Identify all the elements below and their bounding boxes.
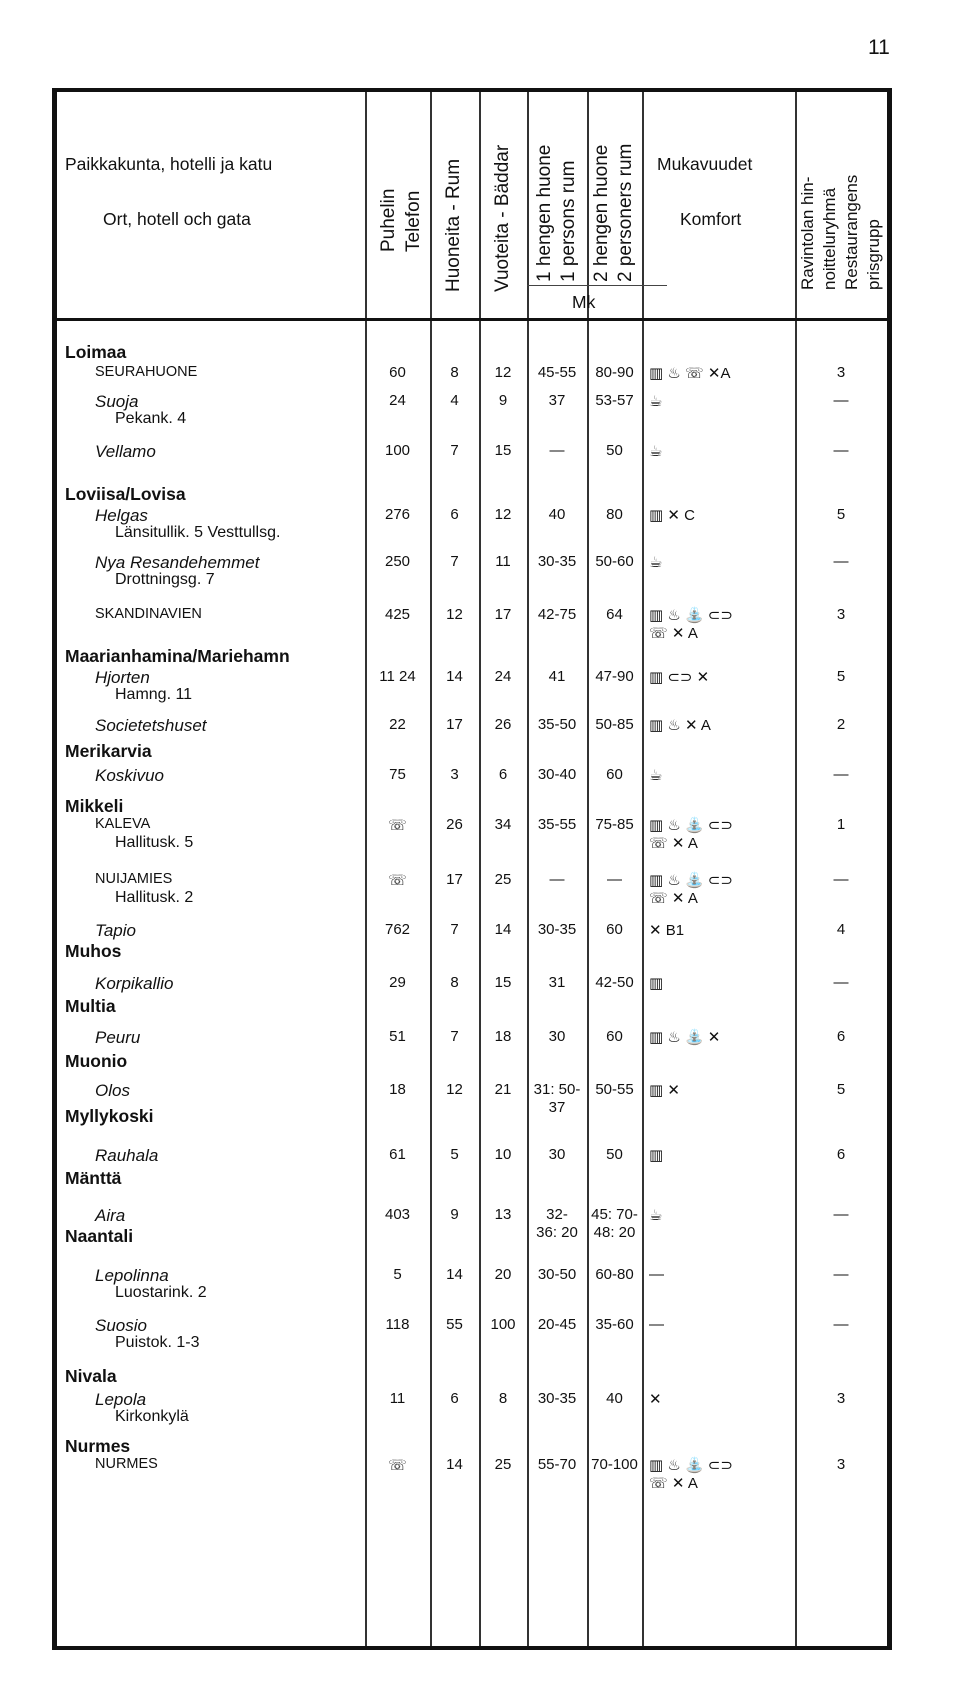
phone-cell: 762	[384, 921, 411, 938]
beds-cell: 20	[494, 1266, 512, 1283]
header-double-fi: 2 hengen huone	[591, 144, 612, 282]
restaurant-group: —	[833, 766, 849, 783]
beds-cell: 100	[490, 1316, 516, 1333]
restaurant-group: —	[833, 1266, 849, 1283]
hotel-name: Vellamo	[95, 442, 156, 461]
single-room-price: 30-35	[537, 553, 577, 570]
double-room-price: 70-100	[591, 1456, 638, 1473]
restaurant-group: 6	[836, 1028, 846, 1045]
beds-cell: 12	[494, 506, 512, 523]
hotel-street: Hallitusk. 5	[115, 834, 194, 851]
header-rest-3: Restaurangens	[842, 174, 861, 290]
hotel-name: Peuru	[95, 1028, 141, 1047]
beds-cell: 9	[498, 392, 508, 409]
comfort-icons: ✕ B1	[649, 922, 685, 939]
hotel-street: Puistok. 1-3	[115, 1334, 200, 1351]
beds-cell: 26	[494, 716, 512, 733]
comfort-icons: ☕	[649, 767, 663, 784]
phone-cell: ☏	[388, 817, 407, 834]
phone-cell: 75	[389, 766, 406, 783]
beds-cell: 21	[494, 1081, 512, 1098]
comfort-icons: ☕	[649, 1207, 663, 1224]
phone-cell: 403	[384, 1206, 411, 1223]
beds-cell: 10	[494, 1146, 512, 1163]
rooms-cell: 7	[450, 442, 459, 459]
restaurant-group: 1	[836, 816, 846, 833]
town-name: Mänttä	[65, 1168, 122, 1188]
restaurant-group: —	[833, 442, 849, 459]
phone-cell: 425	[384, 606, 411, 623]
rooms-cell: 12	[446, 1081, 463, 1098]
restaurant-group: 4	[836, 921, 846, 938]
rooms-cell: 6	[450, 506, 459, 523]
hotel-name: Rauhala	[95, 1146, 159, 1165]
rooms-cell: 7	[450, 921, 459, 938]
single-room-price: 30-40	[537, 766, 577, 783]
rooms-cell: 4	[450, 392, 459, 409]
comfort-icons-cont: ☏ ✕ A	[649, 835, 698, 852]
phone-cell: 11 24	[379, 668, 416, 685]
phone-cell: 118	[385, 1316, 410, 1333]
restaurant-group: 5	[836, 506, 846, 523]
hotel-name: NUIJAMIES	[95, 871, 173, 887]
restaurant-group: —	[833, 1206, 849, 1223]
hotel-street: Kirkonkylä	[115, 1408, 189, 1425]
hotel-name: Helgas	[95, 506, 148, 525]
single-room-price: 31: 50-	[533, 1081, 581, 1098]
single-room-price: 31	[548, 974, 566, 991]
phone-cell: 11	[389, 1390, 406, 1407]
comfort-icons: ▥ ♨ ⛲ ✕	[649, 1029, 721, 1046]
restaurant-group: 5	[836, 1081, 846, 1098]
hotel-street: Länsitullik. 5 Vesttullsg.	[115, 524, 281, 541]
single-room-price: 35-50	[537, 716, 577, 733]
town-name: Maarianhamina/Mariehamn	[65, 646, 290, 666]
hotel-name: Tapio	[95, 921, 136, 940]
phone-cell: 60	[389, 364, 406, 381]
double-room-price: 60-80	[595, 1266, 634, 1283]
restaurant-group: 3	[836, 606, 846, 623]
hotel-name: Suosio	[95, 1316, 147, 1335]
phone-cell: 22	[389, 716, 406, 733]
single-room-price: 30-35	[537, 1390, 577, 1407]
rooms-cell: 14	[446, 1456, 463, 1473]
hotel-street: Hamng. 11	[115, 686, 193, 703]
header-rest-2: noitteluryhmä	[820, 187, 839, 290]
beds-cell: 18	[494, 1028, 512, 1045]
hotel-street: Hallitusk. 2	[115, 889, 194, 906]
rooms-cell: 9	[450, 1206, 459, 1223]
comfort-icons: ▥ ♨ ☏ ✕A	[649, 365, 731, 382]
comfort-icons: ✕	[649, 1391, 662, 1408]
header-double-sv: 2 personers rum	[615, 143, 636, 282]
beds-cell: 11	[495, 553, 511, 570]
single-room-price: 40	[548, 506, 566, 523]
comfort-icons-cont: ☏ ✕ A	[649, 625, 698, 642]
header-comfort-sv: Komfort	[680, 209, 742, 229]
rooms-cell: 17	[446, 716, 463, 733]
town-name: Nivala	[65, 1366, 117, 1386]
beds-cell: 24	[494, 668, 512, 685]
single-room-price: 32-	[546, 1206, 568, 1223]
double-room-price: 47-90	[595, 668, 634, 685]
comfort-icons: ▥	[649, 975, 664, 992]
town-name: Loviisa/Lovisa	[65, 484, 186, 504]
phone-cell: 24	[389, 392, 406, 409]
hotel-name: Suoja	[95, 392, 139, 411]
phone-cell: 250	[384, 553, 411, 570]
beds-cell: 15	[494, 442, 512, 459]
double-room-price: 50-60	[595, 553, 634, 570]
double-room-price: 50-55	[595, 1081, 634, 1098]
comfort-icons: ▥ ⊂⊃ ✕	[649, 669, 710, 686]
rooms-cell: 3	[450, 766, 459, 783]
restaurant-group: 5	[836, 668, 846, 685]
double-room-price: 80-90	[595, 364, 634, 381]
header-rest-1: Ravintolan hin-	[798, 176, 817, 290]
rooms-cell: 8	[450, 364, 459, 381]
hotel-name: SEURAHUONE	[95, 364, 198, 380]
single-room-price: 37	[548, 392, 566, 409]
single-room-price: 45-55	[537, 364, 577, 381]
comfort-icons: ▥	[649, 1147, 664, 1164]
restaurant-group: —	[833, 553, 849, 570]
beds-cell: 8	[498, 1390, 508, 1407]
double-room-price: 40	[606, 1390, 623, 1407]
comfort-icons: ☕	[649, 443, 663, 460]
beds-cell: 14	[494, 921, 512, 938]
comfort-icons: ▥ ♨ ⛲ ⊂⊃	[649, 817, 733, 834]
double-room-price: 60	[606, 766, 623, 783]
header-place-sv: Ort, hotell och gata	[103, 209, 251, 229]
phone-cell: 18	[389, 1081, 406, 1098]
beds-cell: 25	[494, 1456, 512, 1473]
single-room-price: —	[549, 442, 565, 459]
phone-cell: ☏	[388, 1457, 407, 1474]
single-room-price: 30-50	[537, 1266, 577, 1283]
comfort-icons: ▥ ✕	[649, 1082, 680, 1099]
beds-cell: 6	[498, 766, 508, 783]
restaurant-group: 3	[836, 364, 846, 381]
beds-cell: 34	[494, 816, 512, 833]
hotel-name: Koskivuo	[95, 766, 164, 785]
hotel-name: KALEVA	[95, 816, 151, 832]
double-room-price: 42-50	[595, 974, 634, 991]
rooms-cell: 5	[450, 1146, 459, 1163]
single-room-price: 42-75	[537, 606, 577, 623]
rooms-cell: 14	[446, 1266, 463, 1283]
header-comfort-fi: Mukavuudet	[657, 154, 753, 174]
beds-cell: 15	[494, 974, 512, 991]
comfort-icons: ▥ ♨ ⛲ ⊂⊃	[649, 1457, 733, 1474]
comfort-icons: ▥ ♨ ⛲ ⊂⊃	[649, 607, 733, 624]
header-beds: Vuoteita - Bäddar	[492, 144, 513, 292]
double-room-price: 75-85	[595, 816, 634, 833]
header-phone-sv: Telefon	[403, 190, 424, 252]
phone-cell: ☏	[388, 872, 407, 889]
header-place-fi: Paikkakunta, hotelli ja katu	[65, 154, 273, 174]
single-room-price: 55-70	[537, 1456, 577, 1473]
town-name: Nurmes	[65, 1436, 131, 1456]
rooms-cell: 6	[450, 1390, 459, 1407]
comfort-icons: ▥ ♨ ✕ A	[649, 717, 711, 734]
single-room-price: 41	[548, 668, 566, 685]
comfort-icons: ▥ ✕ C	[649, 507, 695, 524]
town-name: Merikarvia	[65, 741, 152, 761]
hotel-street: Luostarink. 2	[115, 1284, 207, 1301]
comfort-icons: ☕	[649, 393, 663, 410]
hotel-name: Olos	[95, 1081, 130, 1100]
restaurant-group: —	[833, 974, 849, 991]
hotel-name: NURMES	[95, 1456, 158, 1472]
double-room-price: 80	[606, 506, 623, 523]
single-room-price: 20-45	[537, 1316, 577, 1333]
hotel-name: Nya Resandehemmet	[95, 553, 260, 572]
comfort-icons: ▥ ♨ ⛲ ⊂⊃	[649, 872, 733, 889]
single-room-price: —	[549, 871, 565, 888]
hotel-street: Drottningsg. 7	[115, 571, 215, 588]
beds-cell: 25	[494, 871, 512, 888]
town-name: Loimaa	[65, 342, 127, 362]
header-rooms: Huoneita - Rum	[443, 158, 464, 292]
town-name: Mikkeli	[65, 796, 124, 816]
header-phone-fi: Puhelin	[378, 188, 399, 252]
double-room-price-cont: 48: 20	[593, 1224, 636, 1241]
beds-cell: 17	[494, 606, 512, 623]
double-room-price: 50	[606, 1146, 623, 1163]
rooms-cell: 55	[446, 1316, 463, 1333]
hotel-table	[52, 88, 892, 1650]
hotel-name: Lepolinna	[95, 1266, 169, 1285]
header-mk: Mk	[572, 292, 596, 312]
restaurant-group: 2	[836, 716, 846, 733]
header-single-sv: 1 persons rum	[558, 160, 579, 282]
header-single-fi: 1 hengen huone	[534, 144, 555, 282]
comfort-icons: —	[649, 1316, 664, 1333]
single-room-price: 30-35	[537, 921, 577, 938]
double-room-price: 45: 70-	[591, 1206, 638, 1223]
town-name: Muonio	[65, 1051, 128, 1071]
restaurant-group: —	[833, 871, 849, 888]
restaurant-group: 6	[836, 1146, 846, 1163]
rooms-cell: 7	[450, 553, 459, 570]
beds-cell: 13	[494, 1206, 512, 1223]
restaurant-group: —	[833, 1316, 849, 1333]
town-name: Myllykoski	[65, 1106, 154, 1126]
hotel-name: SKANDINAVIEN	[95, 606, 202, 622]
single-room-price: 30	[548, 1146, 566, 1163]
rooms-cell: 14	[446, 668, 463, 685]
phone-cell: 29	[389, 974, 406, 991]
town-name: Multia	[65, 996, 116, 1016]
restaurant-group: —	[833, 392, 849, 409]
double-room-price: 50	[606, 442, 623, 459]
rooms-cell: 26	[446, 816, 463, 833]
phone-cell: 100	[384, 442, 411, 459]
comfort-icons-cont: ☏ ✕ A	[649, 890, 698, 907]
page-number: 11	[868, 36, 890, 59]
rooms-cell: 7	[450, 1028, 459, 1045]
comfort-icons: ☕	[649, 554, 663, 571]
rooms-cell: 12	[446, 606, 463, 623]
restaurant-group: 3	[836, 1390, 846, 1407]
town-name: Muhos	[65, 941, 122, 961]
double-room-price: 35-60	[595, 1316, 634, 1333]
town-name: Naantali	[65, 1226, 134, 1246]
rooms-cell: 8	[450, 974, 459, 991]
double-room-price: 53-57	[595, 392, 634, 409]
phone-cell: 276	[384, 506, 411, 523]
header-rest-4: prisgrupp	[864, 219, 883, 290]
phone-cell: 51	[389, 1028, 406, 1045]
rooms-cell: 17	[446, 871, 463, 888]
hotel-name: Societetshuset	[95, 716, 207, 735]
hotel-name: Hjorten	[95, 668, 150, 687]
double-room-price: —	[607, 871, 622, 888]
double-room-price: 60	[606, 1028, 623, 1045]
double-room-price: 50-85	[595, 716, 634, 733]
hotel-name: Korpikallio	[95, 974, 174, 993]
single-room-price-cont: 36: 20	[536, 1224, 578, 1241]
double-room-price: 64	[606, 606, 623, 623]
hotel-street: Pekank. 4	[115, 410, 187, 427]
hotel-name: Aira	[95, 1206, 126, 1225]
single-room-price: 35-55	[537, 816, 577, 833]
phone-cell: 5	[393, 1266, 402, 1283]
restaurant-group: 3	[836, 1456, 846, 1473]
hotel-name: Lepola	[95, 1390, 147, 1409]
beds-cell: 12	[494, 364, 512, 381]
single-room-price: 30	[548, 1028, 566, 1045]
single-room-price-cont: 37	[548, 1099, 566, 1116]
comfort-icons-cont: ☏ ✕ A	[649, 1475, 698, 1492]
double-room-price: 60	[606, 921, 623, 938]
phone-cell: 61	[389, 1146, 406, 1163]
comfort-icons: —	[649, 1266, 664, 1283]
